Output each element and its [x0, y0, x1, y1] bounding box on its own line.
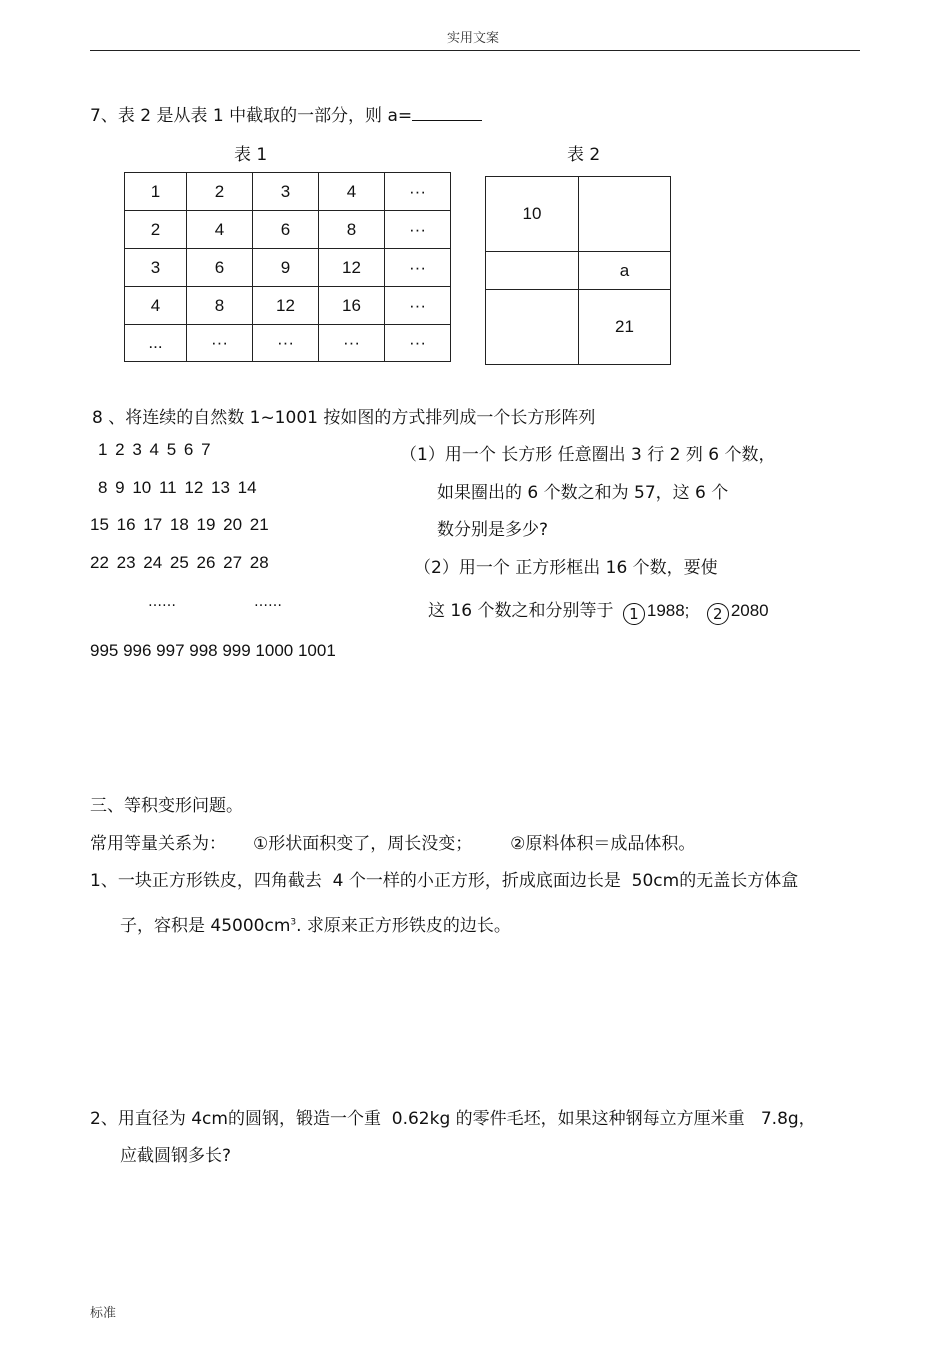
table2-cell: 10	[486, 177, 579, 252]
q8-part1-line3: 数分别是多少?	[437, 520, 549, 540]
q7-question: 7、表 2 是从表 1 中截取的一部分，则 a=	[90, 106, 413, 126]
problem1-volume: 子，容积是 45000cm	[120, 916, 291, 936]
table1-cell: 1	[125, 173, 187, 211]
table2-label: 表 2	[567, 145, 601, 165]
table1-cell: 3	[253, 173, 319, 211]
q8-title: 8 、将连续的自然数 1~1001 按如图的方式排列成一个长方形阵列	[92, 408, 596, 428]
q8-value-2: 2080	[730, 601, 769, 620]
table1-cell: ...	[125, 325, 187, 362]
q8-array-row-2: 8 9 10 11 12 13 14	[98, 478, 257, 497]
table1-cell: ···	[319, 325, 385, 362]
table1-cell: 12	[253, 287, 319, 325]
page-header-title: 实用文案	[447, 31, 500, 46]
table1-cell: ···	[385, 287, 451, 325]
table2-cell: a	[579, 252, 671, 290]
table1-cell: 8	[187, 287, 253, 325]
circled-number-1: 1	[623, 603, 645, 625]
table1-cell: 6	[253, 211, 319, 249]
table1-cell: 6	[187, 249, 253, 287]
q8-value-1: 1988;	[646, 601, 690, 620]
circled-number-2: 2	[707, 603, 729, 625]
table2	[485, 176, 671, 365]
q7-text	[90, 101, 482, 126]
problem1-line2	[120, 911, 511, 936]
table1-cell: ···	[187, 325, 253, 362]
table1-cell: 12	[319, 249, 385, 287]
problem2-line1: 2、用直径为 4cm的圆钢，锻造一个重 0.62kg 的零件毛坯，如果这种钢每立方厘米重 7.8g，	[90, 1109, 816, 1129]
q7-answer-blank	[412, 106, 482, 121]
table1-cell: ···	[385, 249, 451, 287]
section3-title: 三、等积变形问题。	[90, 796, 243, 816]
q8-ellipsis-left: ……	[148, 594, 176, 610]
problem1-question: . 求原来正方形铁皮的边长。	[296, 916, 511, 936]
problem1-line1: 1、一块正方形铁皮，四角截去 4 个一样的小正方形，折成底面边长是 50cm的无盖长方体盒	[90, 871, 799, 891]
problem2-line2: 应截圆钢多长?	[120, 1146, 232, 1166]
table1-cell: 16	[319, 287, 385, 325]
table1-cell: ···	[385, 173, 451, 211]
q8-part2-prefix: 这 16 个数之和分别等于	[428, 601, 614, 621]
table1-label: 表 1	[234, 145, 268, 165]
table1-cell: ···	[385, 325, 451, 362]
q8-array-row-1: 1 2 3 4 5 6 7	[98, 440, 211, 459]
q8-part1-line2: 如果圈出的 6 个数之和为 57，这 6 个	[437, 483, 729, 503]
q8-part1-line1: （1）用一个 长方形 任意圈出 3 行 2 列 6 个数，	[400, 445, 776, 465]
table1-cell: 3	[125, 249, 187, 287]
table1-cell: ···	[385, 211, 451, 249]
table1-cell: ···	[253, 325, 319, 362]
table1-cell: 4	[125, 287, 187, 325]
table2-cell: 21	[579, 290, 671, 365]
table1	[124, 172, 451, 362]
q8-part2-line2	[428, 596, 769, 625]
q8-ellipsis-right: ……	[254, 594, 282, 610]
problem1-exponent: 3	[290, 917, 297, 928]
table2-cell	[486, 290, 579, 365]
q8-array-row-3: 15 16 17 18 19 20 21	[90, 515, 269, 534]
table1-cell: 2	[125, 211, 187, 249]
q8-array-row-4: 22 23 24 25 26 27 28	[90, 553, 269, 572]
header-divider	[90, 50, 860, 51]
table1-cell: 2	[187, 173, 253, 211]
table1-cell: 8	[319, 211, 385, 249]
table2-cell	[579, 177, 671, 252]
page-footer-label: 标准	[90, 1306, 117, 1321]
table1-cell: 4	[187, 211, 253, 249]
table2-cell	[486, 252, 579, 290]
q8-part2-line1: （2）用一个 正方形框出 16 个数，要使	[414, 558, 718, 578]
section3-relations: 常用等量关系为： ①形状面积变了，周长没变； ②原料体积＝成品体积。	[90, 834, 696, 854]
table1-cell: 9	[253, 249, 319, 287]
q8-array-last-row: 995 996 997 998 999 1000 1001	[90, 641, 336, 660]
table1-cell: 4	[319, 173, 385, 211]
